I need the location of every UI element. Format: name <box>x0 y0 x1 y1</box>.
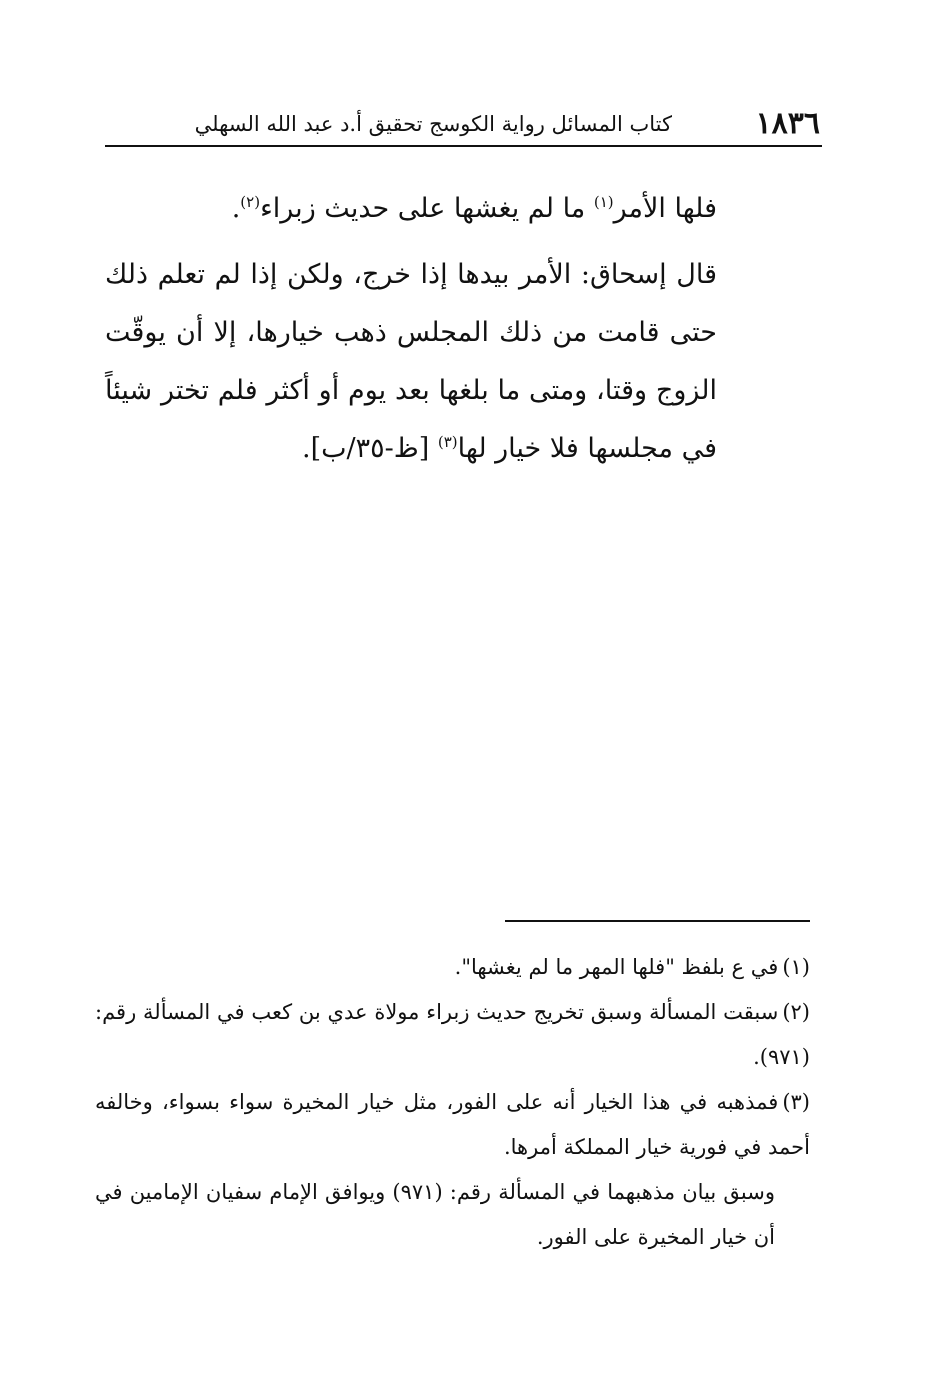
footnotes <box>95 945 810 1260</box>
footnote-text: سبقت المسألة وسبق تخريج حديث زبراء مولاة عدي بن كعب في المسألة رقم: (٩٧١). <box>95 1000 810 1069</box>
page-number: ١٨٣٦ <box>755 106 820 141</box>
footnote-3-continuation <box>95 1170 810 1260</box>
book-title: كتاب المسائل رواية الكوسج تحقيق أ.د عبد الله السهلي <box>194 112 672 136</box>
footnote-number: (٣) <box>782 1090 810 1114</box>
footnote-number: (١) <box>782 955 810 979</box>
footnote-text: في ع بلفظ "فلها المهر ما لم يغشها". <box>454 955 779 979</box>
footnote-1 <box>95 945 810 990</box>
text-segment: ما لم يغشها على حديث زبراء <box>260 193 594 224</box>
text-segment: . <box>231 193 241 224</box>
text-segment: فلها الأمر <box>613 193 717 224</box>
paragraph-2 <box>105 246 717 478</box>
footnote-ref-2[interactable]: (٢) <box>240 193 261 211</box>
footnote-ref-1[interactable]: (١) <box>593 193 614 211</box>
main-text <box>105 180 717 478</box>
header-rule <box>105 145 822 147</box>
running-header <box>105 100 822 146</box>
text-segment: قال إسحاق: الأمر بيدها إذا خرج، ولكن إذا لم تعلم ذلك حتى قامت من ذلك المجلس ذهب خيارها، إلا أن يوقّت الزوج وقتا، ومتى ما بلغها بعد يوم أو أكثر فلم تختر شيئاً في مجلسها فلا خيار لها <box>105 259 717 464</box>
manuscript-marker: [ظ-٣٥/ب]. <box>301 433 438 464</box>
footnote-separator <box>505 920 810 922</box>
paragraph-1 <box>105 180 717 238</box>
footnote-ref-3[interactable]: (٣) <box>437 433 458 451</box>
footnote-number: (٢) <box>782 1000 810 1024</box>
footnote-text: وسبق بيان مذهبهما في المسألة رقم: (٩٧١) ويوافق الإمام سفيان الإمامين في أن خيار المخيرة على الفور. <box>95 1180 776 1249</box>
footnote-text: فمذهبه في هذا الخيار أنه على الفور، مثل خيار المخيرة سواء بسواء، وخالفه أحمد في فورية خيار المملكة أمرها. <box>95 1090 810 1159</box>
footnote-2 <box>95 990 810 1080</box>
footnote-3 <box>95 1080 810 1170</box>
